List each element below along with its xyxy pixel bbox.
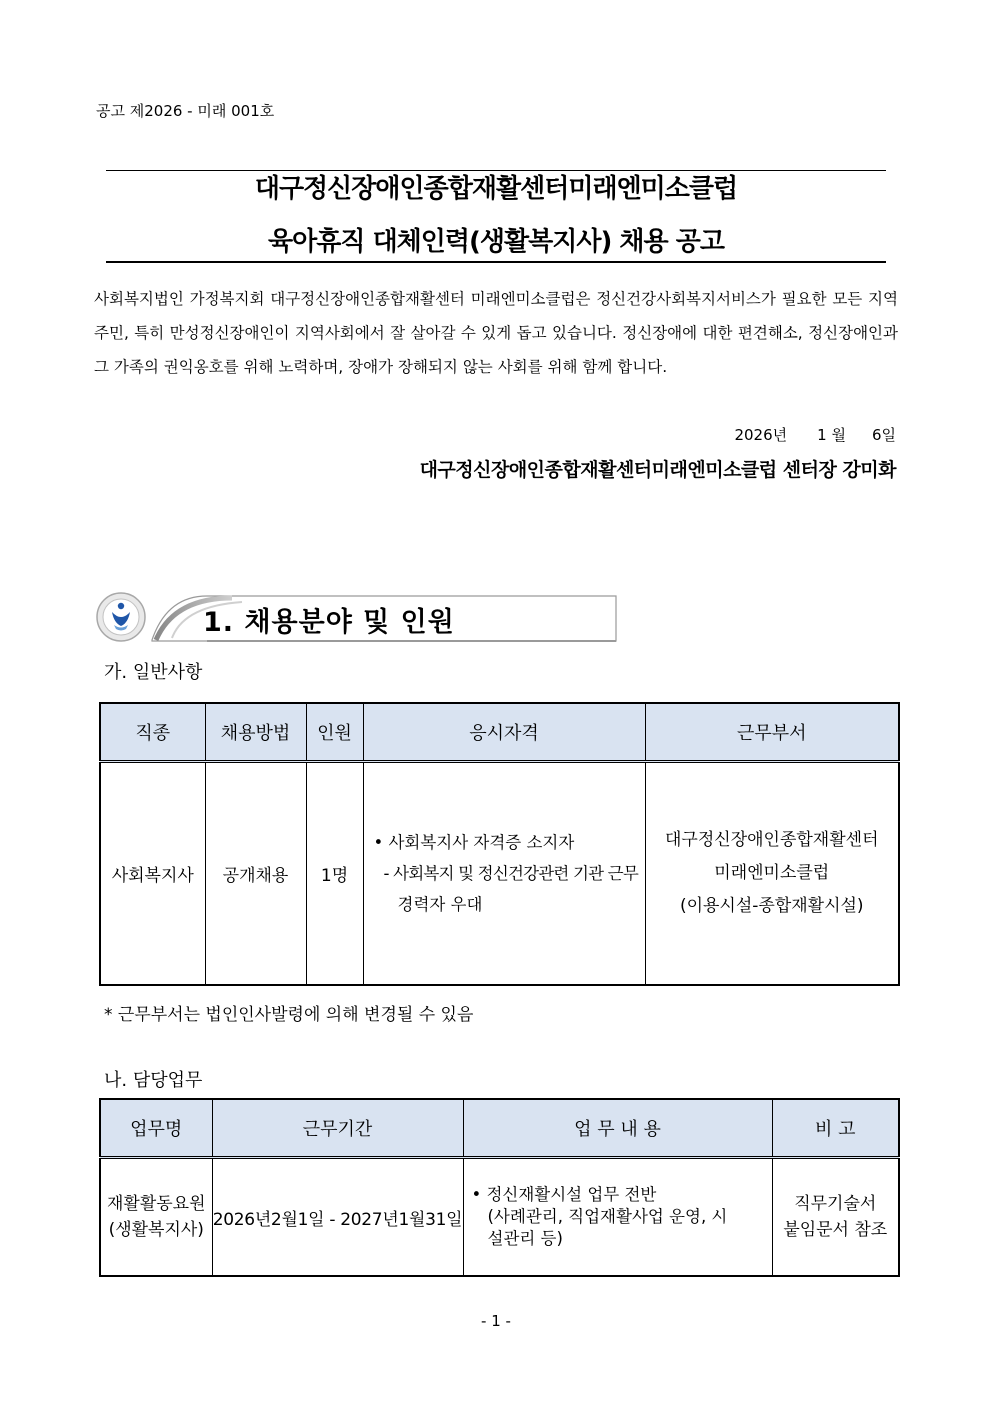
signer: 대구정신장애인종합재활센터미래엔미소클럽 센터장 강미화 (419, 459, 896, 481)
cell-remark (772, 1158, 899, 1277)
section-title: 1. 채용분야 및 인원 (203, 607, 455, 638)
duties-heading: 나. 담당업무 (104, 1070, 203, 1091)
date-year: 2026년 (734, 426, 788, 444)
qual-main: • 사회복지사 자격증 소지자 (373, 833, 575, 852)
duty-name-line1: 재활활동요원 (106, 1194, 206, 1214)
cell-content (463, 1158, 772, 1277)
header-count: 인원 (306, 703, 363, 762)
header-remark: 비 고 (772, 1099, 899, 1158)
table-row (100, 762, 899, 986)
page-title-line2: 육아휴직 대체인력(생활복지사) 채용 공고 (268, 227, 724, 257)
intro-paragraph: 사회복지법인 가정복지회 대구정신장애인종합재활센터 미래엔미소클럽은 정신건강사회복지서비스가 필요한 모든 지역주민, 특히 만성정신장애인이 지역사회에서 잘 살아갈 수 있게 돕고 있습니다. 정신장애에 대한 편견해소, 정신장애인과 그 가족의 권익옹호를 위해 노력하며, 장애가 장해되지 않는 사회를 위해 함께 합니다. (94, 290, 898, 376)
cell-department (645, 762, 899, 986)
table-header-row (100, 703, 899, 762)
cell-qualification (363, 762, 645, 986)
cell-count: 1명 (306, 762, 363, 986)
header-job: 직종 (100, 703, 205, 762)
dept-line1: 대구정신장애인종합재활센터 (665, 830, 879, 850)
remark-line2: 붙임문서 참조 (783, 1220, 888, 1240)
header-qualification: 응시자격 (363, 703, 645, 762)
table-header-row (100, 1099, 899, 1158)
title-bottom-rule (106, 261, 886, 263)
header-method: 채용방법 (205, 703, 306, 762)
notice-date (720, 424, 896, 445)
header-department: 근무부서 (645, 703, 899, 762)
date-day: 6일 (871, 426, 896, 444)
qual-sub1: - 사회복지 및 정신건강관련 기관 근무 (383, 864, 638, 883)
header-content: 업 무 내 용 (463, 1099, 772, 1158)
cell-duty-name (100, 1158, 212, 1277)
general-heading: 가. 일반사항 (104, 662, 203, 683)
header-period: 근무기간 (212, 1099, 463, 1158)
duties-table (99, 1098, 900, 1277)
cell-job: 사회복지사 (100, 762, 205, 986)
cell-period: 2026년2월1일 - 2027년1월31일 (212, 1158, 463, 1277)
remark-line1: 직무기술서 (794, 1194, 877, 1214)
date-month: 1 월 (817, 426, 846, 444)
table-row (100, 1158, 899, 1277)
content-sub2: 설관리 등) (487, 1229, 563, 1248)
dept-line2: 미래엔미소클럽 (714, 863, 830, 883)
dept-line3: (이용시설-종합재활시설) (679, 896, 864, 916)
content-sub1: (사례관리, 직업재활사업 운영, 시 (487, 1207, 728, 1226)
cell-method: 공개채용 (205, 762, 306, 986)
page-number: - 1 - (481, 1312, 511, 1330)
department-note: * 근무부서는 법인인사발령에 의해 변경될 수 있음 (104, 1005, 474, 1025)
page-title-line1: 대구정신장애인종합재활센터미래엔미소클럽 (254, 174, 738, 204)
duty-name-line2: (생활복지사) (108, 1220, 204, 1240)
general-table (99, 702, 900, 986)
notice-number: 공고 제2026 - 미래 001호 (96, 102, 275, 120)
content-main: • 정신재활시설 업무 전반 (471, 1185, 657, 1204)
center-emblem-icon (97, 593, 145, 641)
qual-sub2: 경력자 우대 (397, 895, 483, 914)
header-duty-name: 업무명 (100, 1099, 212, 1158)
